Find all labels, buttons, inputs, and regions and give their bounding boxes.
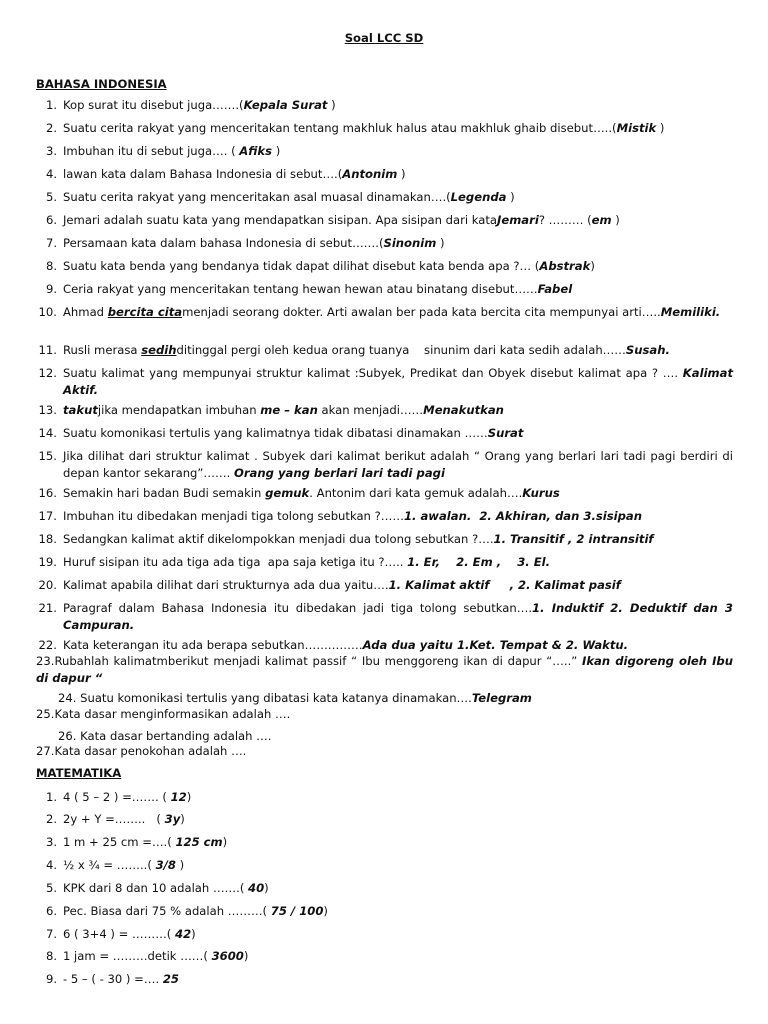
question-text: 23.Rubahlah kalimatmberikut menjadi kalimat passif “ Ibu menggoreng ikan di dapur “…..”: [36, 654, 583, 668]
question-number: 20.: [38, 578, 57, 592]
question-text-tail: ): [611, 213, 620, 227]
question-bi-5: [36, 189, 733, 206]
answer-text: Mistik: [616, 121, 657, 135]
question-mtk-6: [36, 903, 733, 920]
answer-text: 25: [162, 972, 179, 986]
question-bi-14: [36, 425, 733, 442]
question-bi-13: [36, 402, 733, 419]
question-number: 18.: [38, 532, 57, 546]
question-text: 6 ( 3+4 ) = ………(: [63, 927, 176, 941]
answer-text: 1. Induktif 2. Deduktif dan 3 Campuran.: [63, 601, 733, 632]
question-text: menjadi seorang dokter. Arti awalan ber pada kata bercita cita mempunyai arti…..: [182, 305, 661, 319]
answer-text: Afiks: [239, 144, 273, 158]
section-heading-bahasa-indonesia: BAHASA INDONESIA: [36, 77, 167, 91]
question-number: 11.: [38, 343, 57, 357]
question-mtk-9: [36, 971, 733, 988]
answer-text: 42: [175, 927, 192, 941]
emphasis-word: gemuk: [265, 486, 310, 500]
question-bi-24: [58, 690, 733, 707]
answer-text: Legenda: [450, 190, 507, 204]
emphasis-word: Jemari: [497, 213, 539, 227]
question-bi-27: [36, 743, 733, 760]
question-mtk-3: [36, 834, 733, 851]
question-text: Suatu cerita rakyat yang menceritakan tentang makhluk halus atau makhluk ghaib disebut…..(: [63, 121, 617, 135]
question-text: Huruf sisipan itu ada tiga ada tiga apa saja ketiga itu ?…..: [63, 555, 408, 569]
question-text: Pec. Biasa dari 75 % adalah ………(: [63, 904, 271, 918]
question-bi-3: [36, 143, 733, 160]
question-number: 22.: [38, 638, 57, 652]
question-number: 5.: [45, 190, 57, 204]
answer-text: 3600: [211, 949, 244, 963]
question-number: 2.: [45, 812, 57, 826]
answer-text: Menakutkan: [423, 403, 504, 417]
question-number: 3.: [45, 835, 57, 849]
question-number: 6.: [45, 213, 57, 227]
question-text: Paragraf dalam Bahasa Indonesia itu dibedakan jadi tiga tolong sebutkan….: [63, 601, 533, 615]
answer-text: 1. Transitif , 2 intransitif: [493, 532, 654, 546]
question-bi-16: [36, 485, 733, 502]
question-number: 16.: [38, 486, 57, 500]
question-text: Semakin hari badan Budi semakin: [63, 486, 266, 500]
question-bi-20: [36, 577, 733, 594]
answer-text: Ikan digoreng oleh Ibu di dapur “: [36, 654, 733, 685]
question-bi-25: [36, 706, 733, 723]
question-text: ditinggal pergi oleh kedua orang tuanya sinunim dari kata sedih adalah……: [176, 343, 626, 357]
question-number: 3.: [45, 144, 57, 158]
answer-text: 1. Er, 2. Em , 3. El.: [407, 555, 551, 569]
question-bi-6: [36, 212, 733, 229]
question-mtk-8: [36, 948, 733, 965]
question-bi-15: [36, 448, 733, 482]
question-text: 4 ( 5 – 2 ) =……. (: [63, 790, 171, 804]
answer-text: Kepala Surat: [243, 98, 328, 112]
question-text-tail: ): [186, 790, 192, 804]
question-number: 21.: [38, 601, 57, 615]
answer-text: Sinonim: [383, 236, 437, 250]
question-number: 4.: [45, 167, 57, 181]
question-bi-8: [36, 258, 733, 275]
question-bi-2: [36, 120, 733, 137]
underlined-word: sedih: [141, 343, 177, 357]
page-title: Soal LCC SD: [344, 31, 424, 45]
question-text: jika mendapatkan imbuhan: [97, 403, 261, 417]
question-number: 19.: [38, 555, 57, 569]
question-bi-19: [36, 554, 733, 571]
question-text: 27.Kata dasar penokohan adalah ….: [36, 744, 247, 758]
question-bi-18: [36, 531, 733, 548]
question-number: 5.: [45, 881, 57, 895]
question-bi-21: [36, 600, 733, 634]
question-text: Ahmad: [63, 305, 108, 319]
question-number: 12.: [38, 366, 57, 380]
question-number: 7.: [45, 927, 57, 941]
answer-text: 3/8: [155, 858, 176, 872]
question-bi-9: [36, 281, 733, 298]
question-number: 13.: [38, 403, 57, 417]
question-mtk-2: [36, 811, 733, 828]
question-text-tail: ): [323, 904, 328, 918]
answer-text: em: [591, 213, 612, 227]
question-number: 7.: [45, 236, 57, 250]
answer-text: Surat: [487, 426, 524, 440]
question-text: lawan kata dalam Bahasa Indonesia di sebut….(: [63, 167, 343, 181]
question-text: 24. Suatu komonikasi tertulis yang dibatasi kata katanya dinamakan….: [58, 691, 472, 705]
question-bi-23: [36, 653, 733, 687]
question-text: Kata keterangan itu ada berapa sebutkan……………: [63, 638, 363, 652]
question-mtk-1: [36, 789, 733, 806]
question-text-tail: ): [191, 927, 196, 941]
question-number: 9.: [45, 282, 57, 296]
question-text-tail: ): [436, 236, 445, 250]
question-number: 1.: [45, 790, 57, 804]
answer-text: 3y: [164, 812, 181, 826]
answer-text: Susah.: [625, 343, 670, 357]
question-text: 26. Kata dasar bertanding adalah ….: [58, 729, 272, 743]
answer-text: Antonim: [342, 167, 398, 181]
question-text: 25.Kata dasar menginformasikan adalah ….: [36, 707, 291, 721]
question-text: Ceria rakyat yang menceritakan tentang hewan hewan atau binatang disebut……: [63, 282, 538, 296]
question-text-tail: ): [243, 949, 249, 963]
question-number: 10.: [38, 305, 57, 319]
answer-text: Telegram: [471, 691, 532, 705]
question-bi-1: [36, 97, 733, 114]
question-text: 2y + Y =…….. (: [63, 812, 165, 826]
question-number: 8.: [45, 259, 57, 273]
answer-text: 125 cm: [175, 835, 223, 849]
answer-text: Ada dua yaitu 1.Ket. Tempat & 2. Waktu.: [362, 638, 629, 652]
question-bi-11: [36, 342, 733, 359]
underlined-word: bercita cita: [107, 305, 183, 319]
answer-text: Kalimat Aktif.: [63, 366, 733, 397]
question-text-tail: ): [656, 121, 665, 135]
answer-text: 40: [248, 881, 265, 895]
question-text: Suatu cerita rakyat yang menceritakan asal muasal dinamakan….(: [63, 190, 451, 204]
question-text: . Antonim dari kata gemuk adalah….: [309, 486, 523, 500]
section-heading-matematika: MATEMATIKA: [36, 766, 122, 780]
question-text: akan menjadi……: [317, 403, 424, 417]
emphasis-word: me – kan: [260, 403, 318, 417]
question-text: ? ……… (: [538, 213, 592, 227]
question-text: Suatu kalimat yang mempunyai struktur kalimat :Subyek, Predikat dan Obyek disebut kalimat apa ? ….: [63, 366, 683, 380]
question-text-tail: ): [264, 881, 269, 895]
answer-text: Memiliki.: [660, 305, 721, 319]
question-text: Suatu komonikasi tertulis yang kalimatnya tidak dibatasi dinamakan ……: [63, 426, 488, 440]
question-number: 9.: [45, 972, 57, 986]
question-text: 1 m + 25 cm =….(: [63, 835, 176, 849]
question-text: Rusli merasa: [63, 343, 142, 357]
question-text-tail: ): [506, 190, 515, 204]
question-text: KPK dari 8 dan 10 adalah …….(: [63, 881, 249, 895]
question-number: 15.: [38, 449, 57, 463]
question-number: 14.: [38, 426, 57, 440]
question-mtk-5: [36, 880, 733, 897]
question-bi-22: [36, 637, 733, 654]
question-text: Suatu kata benda yang bendanya tidak dapat dilihat disebut kata benda apa ?… (: [63, 259, 540, 273]
question-text-tail: ): [397, 167, 406, 181]
question-text-tail: ): [175, 858, 185, 872]
question-text: - 5 – ( - 30 ) =….: [63, 972, 163, 986]
question-text: Kop surat itu disebut juga…….(: [63, 98, 244, 112]
answer-text: Fabel: [537, 282, 573, 296]
question-number: 4.: [45, 858, 57, 872]
answer-text: Kurus: [522, 486, 560, 500]
question-bi-7: [36, 235, 733, 252]
question-text-tail: ): [180, 812, 185, 826]
question-text-tail: ): [327, 98, 336, 112]
question-bi-12: [36, 365, 733, 399]
question-text: Kalimat apabila dilihat dari strukturnya ada dua yaitu….: [63, 578, 389, 592]
question-number: 17.: [38, 509, 57, 523]
question-mtk-7: [36, 926, 733, 943]
question-text: 1 jam = ………detik ……(: [63, 949, 212, 963]
answer-text: 1. Kalimat aktif , 2. Kalimat pasif: [388, 578, 621, 592]
question-text-tail: ): [590, 259, 595, 273]
question-text: Jika dilihat dari struktur kalimat . Subyek dari kalimat berikut adalah “ Orang yang berlari lari tadi pagi berdiri di depan kantor sekarang”…….: [63, 449, 733, 480]
question-number: 2.: [45, 121, 57, 135]
answer-text: 75 / 100: [270, 904, 324, 918]
question-bi-10: [36, 304, 733, 321]
question-text: Sedangkan kalimat aktif dikelompokkan menjadi dua tolong sebutkan ?….: [63, 532, 494, 546]
question-bi-4: [36, 166, 733, 183]
question-number: 1.: [45, 98, 57, 112]
question-text-tail: ): [272, 144, 281, 158]
question-text: Imbuhan itu di sebut juga…. (: [63, 144, 240, 158]
emphasis-word: takut: [63, 403, 98, 417]
question-text-tail: ): [222, 835, 228, 849]
answer-text: Orang yang berlari lari tadi pagi: [233, 466, 445, 480]
question-text: Jemari adalah suatu kata yang mendapatkan sisipan. Apa sisipan dari kata: [63, 213, 498, 227]
question-number: 6.: [45, 904, 57, 918]
question-text: Imbuhan itu dibedakan menjadi tiga tolong sebutkan ?……: [63, 509, 404, 523]
answer-text: 12: [170, 790, 187, 804]
question-text: ½ x ¾ = ……..(: [63, 858, 156, 872]
question-text: Persamaan kata dalam bahasa Indonesia di sebut…….(: [63, 236, 384, 250]
question-number: 8.: [45, 949, 57, 963]
question-bi-17: [36, 508, 733, 525]
answer-text: 1. awalan. 2. Akhiran, dan 3.sisipan: [403, 509, 642, 523]
question-mtk-4: [36, 857, 733, 874]
answer-text: Abstrak: [539, 259, 591, 273]
